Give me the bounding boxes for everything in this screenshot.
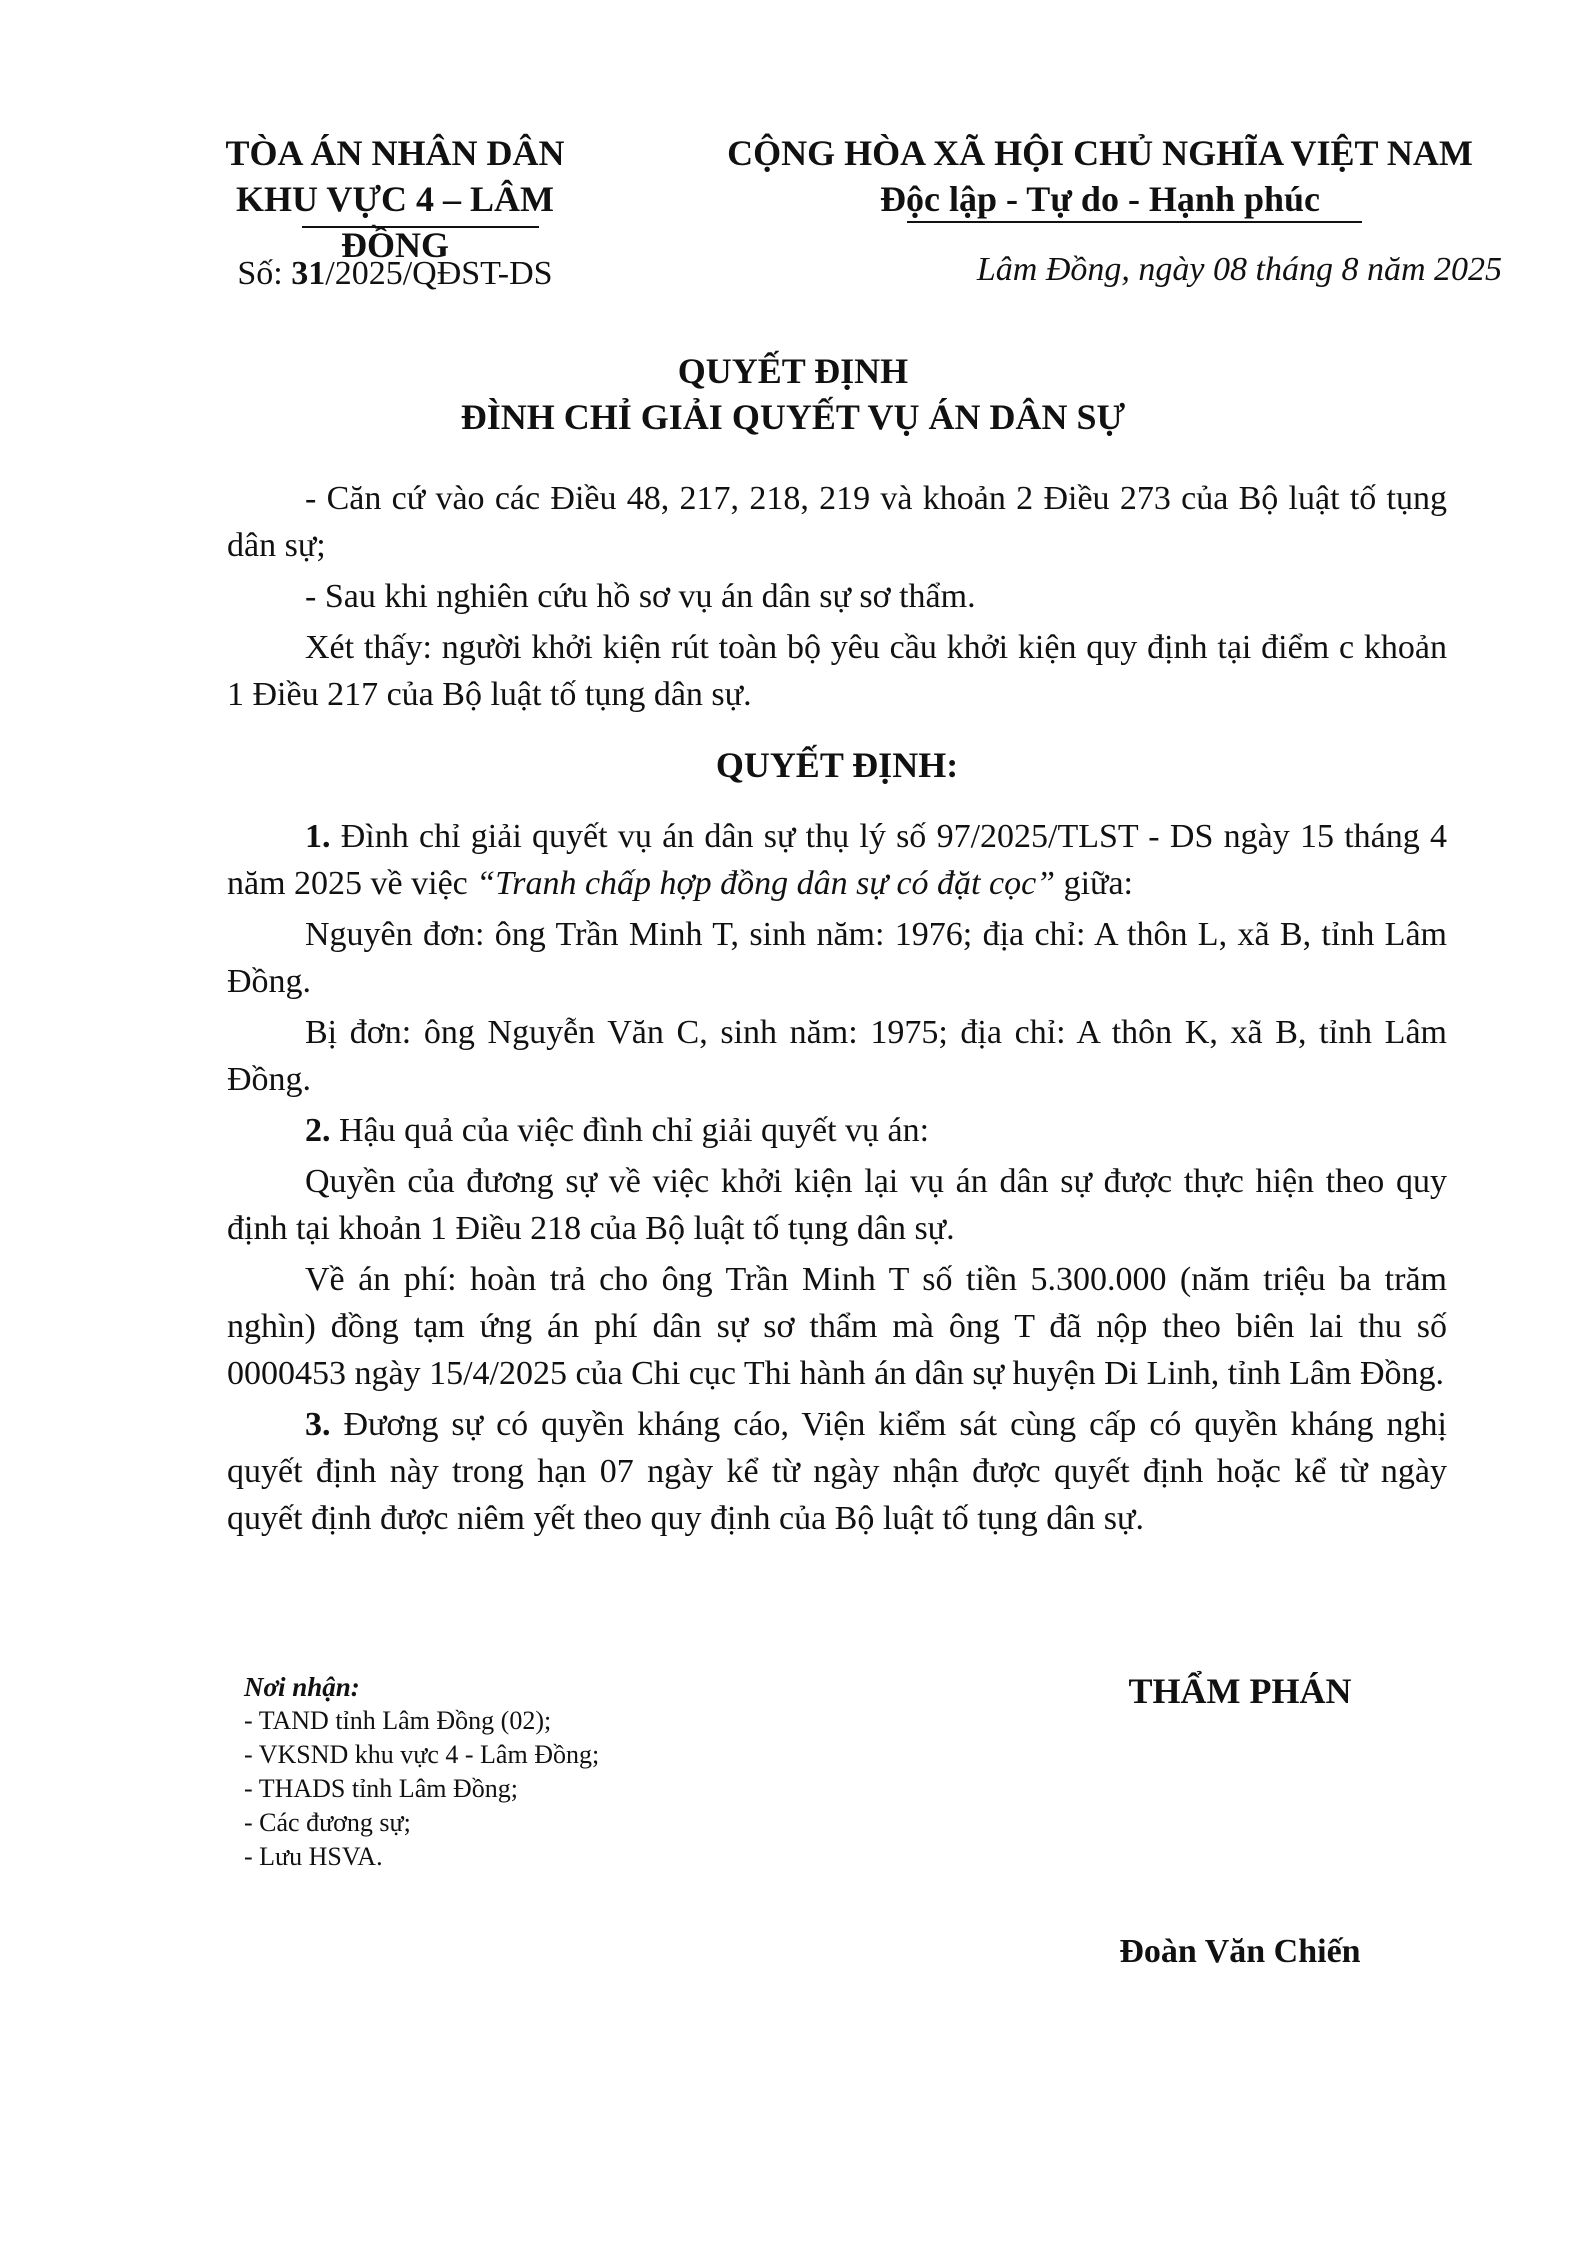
national-motto: Độc lập - Tự do - Hạnh phúc <box>879 179 1321 219</box>
recipients-label: Nơi nhận: <box>244 1672 360 1702</box>
recipients-list <box>244 1704 804 1874</box>
document-body <box>227 475 1447 1546</box>
court-name: TÒA ÁN NHÂN DÂN <box>225 133 565 173</box>
item-1-end: giữa: <box>1055 865 1134 902</box>
defendant: Bị đơn: ông Nguyễn Văn C, sinh năm: 1975; địa chỉ: A thôn K, xã B, tỉnh Lâm Đồng. <box>227 1014 1447 1098</box>
signer-name: Đoàn Văn Chiến <box>1119 1933 1361 1970</box>
document-title <box>0 348 1586 440</box>
court-header <box>190 130 600 268</box>
court-header-underline <box>302 226 539 228</box>
decision-item-1 <box>227 813 1447 907</box>
decision-item-3 <box>227 1401 1447 1542</box>
recipients-block <box>244 1670 804 1874</box>
recipient-item: - Các đương sự; <box>244 1808 411 1837</box>
national-header <box>700 130 1500 222</box>
signer-title: THẨM PHÁN <box>1128 1671 1352 1711</box>
recipient-item: - Lưu HSVA. <box>244 1842 383 1871</box>
item-3-text: Đương sự có quyền kháng cáo, Viện kiểm sát cùng cấp có quyền kháng nghị quyết định này trong hạn 07 ngày kể từ ngày nhận được quyết định hoặc kể từ ngày quyết định được niêm yết theo quy định của Bộ luật tố tụng dân sự. <box>227 1406 1447 1537</box>
finding: Xét thấy: người khởi kiện rút toàn bộ yêu cầu khởi kiện quy định tại điểm c khoản 1 Điều 217 của Bộ luật tố tụng dân sự. <box>227 629 1447 713</box>
document-number-prefix: Số: <box>237 255 292 292</box>
court-region: KHU VỰC 4 – LÂM ĐỒNG <box>236 179 554 265</box>
item-1-text: Đình chỉ giải quyết vụ án dân sự thụ lý số 97/2025/TLST - DS ngày 15 tháng 4 năm 2025 về việc <box>227 818 1447 902</box>
decision-heading: QUYẾT ĐỊNH: <box>715 745 959 785</box>
case-name: “Tranh chấp hợp đồng dân sự có đặt cọc” <box>476 865 1056 902</box>
item-2-number: 2. <box>305 1112 331 1149</box>
document-number <box>190 252 600 296</box>
title-line-2: ĐÌNH CHỈ GIẢI QUYẾT VỤ ÁN DÂN SỰ <box>460 397 1126 437</box>
document-number-value: 31 <box>291 255 326 292</box>
item-1-number: 1. <box>305 818 331 855</box>
plaintiff: Nguyên đơn: ông Trần Minh T, sinh năm: 1976; địa chỉ: A thôn L, xã B, tỉnh Lâm Đồng. <box>227 916 1447 1000</box>
recipient-item: - THADS tỉnh Lâm Đồng; <box>244 1774 518 1803</box>
decision-item-2 <box>227 1107 1447 1154</box>
recipient-item: - TAND tỉnh Lâm Đồng (02); <box>244 1706 552 1735</box>
recipient-item: - VKSND khu vực 4 - Lâm Đồng; <box>244 1740 600 1769</box>
court-fee-paragraph: Về án phí: hoàn trả cho ông Trần Minh T số tiền 5.300.000 (năm triệu ba trăm nghìn) đồng tạm ứng án phí dân sự sơ thẩm mà ông T đã nộp theo biên lai thu số 0000453 ngày 15/4/2025 của Chi cục Thi hành án dân sự huyện Di Linh, tỉnh Lâm Đồng. <box>227 1261 1447 1392</box>
item-3-number: 3. <box>305 1406 331 1443</box>
document-number-suffix: /2025/QĐST-DS <box>325 255 553 292</box>
national-title: CỘNG HÒA XÃ HỘI CHỦ NGHĨA VIỆT NAM <box>727 133 1473 173</box>
rights-paragraph: Quyền của đương sự về việc khởi kiện lại vụ án dân sự được thực hiện theo quy định tại khoản 1 Điều 218 của Bộ luật tố tụng dân sự. <box>227 1163 1447 1247</box>
review-note: - Sau khi nghiên cứu hồ sơ vụ án dân sự sơ thẩm. <box>305 578 976 615</box>
document-date: Lâm Đồng, ngày 08 tháng 8 năm 2025 <box>976 251 1502 288</box>
legal-basis: - Căn cứ vào các Điều 48, 217, 218, 219 và khoản 2 Điều 273 của Bộ luật tố tụng dân sự; <box>227 480 1447 564</box>
motto-underline <box>907 221 1362 223</box>
item-2-text: Hậu quả của việc đình chỉ giải quyết vụ án: <box>330 1112 930 1149</box>
title-line-1: QUYẾT ĐỊNH <box>677 351 909 391</box>
